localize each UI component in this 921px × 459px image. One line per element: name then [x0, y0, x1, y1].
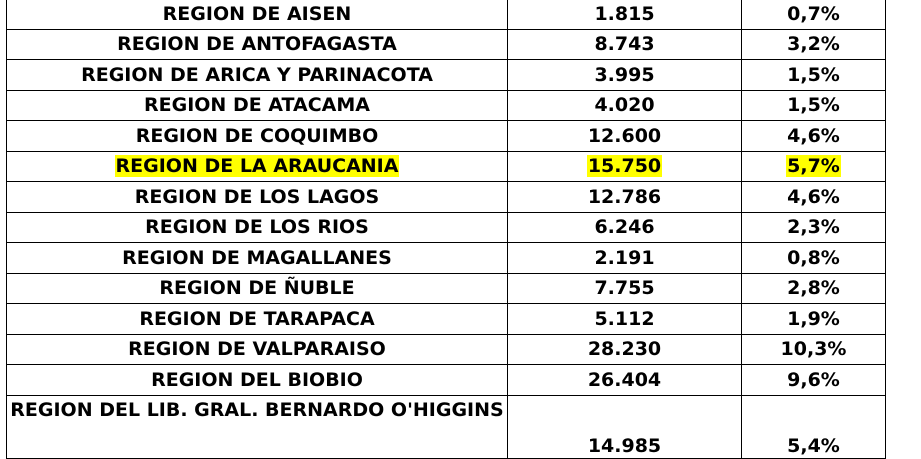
percent-cell[interactable] — [742, 29, 886, 60]
region-name-cell[interactable] — [7, 60, 508, 91]
value-cell[interactable] — [508, 182, 742, 213]
table-row — [7, 273, 886, 304]
table-row — [7, 121, 886, 152]
value: 8.743 — [594, 33, 655, 56]
value: 15.750 — [587, 155, 662, 178]
percent-cell[interactable] — [742, 151, 886, 182]
value: 4.020 — [594, 94, 655, 117]
region-name-cell[interactable] — [7, 243, 508, 274]
region-name-cell[interactable] — [7, 0, 508, 29]
value: 28.230 — [587, 338, 662, 361]
region-name-cell[interactable] — [7, 121, 508, 152]
region-name-cell[interactable] — [7, 273, 508, 304]
value-cell[interactable] — [508, 395, 742, 458]
percent-cell[interactable] — [742, 212, 886, 243]
region-name-cell[interactable] — [7, 334, 508, 365]
region-name-cell[interactable] — [7, 90, 508, 121]
region-name: REGION DE ATACAMA — [144, 94, 370, 117]
value-cell[interactable] — [508, 29, 742, 60]
percent: 9,6% — [787, 368, 840, 391]
table-row — [7, 304, 886, 335]
value-cell[interactable] — [508, 212, 742, 243]
percent: 5,4% — [787, 434, 840, 457]
region-name: REGION DE ANTOFAGASTA — [117, 33, 397, 56]
percent: 4,6% — [787, 124, 840, 147]
percent-cell[interactable] — [742, 182, 886, 213]
region-name: REGION DE TARAPACA — [139, 307, 375, 330]
percent: 3,2% — [787, 33, 840, 56]
table-row — [7, 90, 886, 121]
region-name: REGION DE AISEN — [162, 2, 352, 25]
value: 12.600 — [587, 124, 662, 147]
value-cell[interactable] — [508, 0, 742, 29]
region-name-cell[interactable] — [7, 29, 508, 60]
percent-cell[interactable] — [742, 365, 886, 396]
value-cell[interactable] — [508, 273, 742, 304]
value-cell[interactable] — [508, 151, 742, 182]
percent-cell[interactable] — [742, 60, 886, 91]
region-name-cell[interactable] — [7, 395, 508, 458]
value-cell[interactable] — [508, 365, 742, 396]
table-row — [7, 334, 886, 365]
percent: 0,7% — [787, 2, 840, 25]
table-row — [7, 29, 886, 60]
table-row — [7, 182, 886, 213]
value-cell[interactable] — [508, 243, 742, 274]
table-row — [7, 395, 886, 458]
percent-cell[interactable] — [742, 90, 886, 121]
region-name-cell[interactable] — [7, 365, 508, 396]
table-row — [7, 60, 886, 91]
value-cell[interactable] — [508, 304, 742, 335]
table-row — [7, 212, 886, 243]
region-name-cell[interactable] — [7, 182, 508, 213]
percent: 2,3% — [787, 216, 840, 239]
percent: 0,8% — [787, 246, 840, 269]
region-name: REGION DE LA ARAUCANIA — [115, 155, 399, 178]
region-name: REGION DE ARICA Y PARINACOTA — [81, 63, 433, 86]
value: 3.995 — [594, 63, 655, 86]
table-row — [7, 243, 886, 274]
region-name: REGION DE LOS LAGOS — [134, 185, 380, 208]
value-cell[interactable] — [508, 60, 742, 91]
value-cell[interactable] — [508, 90, 742, 121]
value-cell[interactable] — [508, 334, 742, 365]
region-name-cell[interactable] — [7, 151, 508, 182]
region-name: REGION DEL BIOBIO — [151, 368, 363, 391]
table-row — [7, 365, 886, 396]
value: 26.404 — [587, 368, 662, 391]
percent-cell[interactable] — [742, 243, 886, 274]
percent: 4,6% — [787, 185, 840, 208]
region-name: REGION DE COQUIMBO — [135, 124, 379, 147]
percent: 2,8% — [787, 277, 840, 300]
percent: 1,5% — [787, 94, 840, 117]
percent-cell[interactable] — [742, 304, 886, 335]
region-name-cell[interactable] — [7, 212, 508, 243]
value: 7.755 — [594, 277, 655, 300]
value: 1.815 — [594, 2, 655, 25]
table-row-highlighted — [7, 151, 886, 182]
region-name: REGION DE VALPARAISO — [128, 338, 386, 361]
percent: 1,5% — [787, 63, 840, 86]
value: 2.191 — [594, 246, 655, 269]
region-name: REGION DE LOS RIOS — [145, 216, 369, 239]
percent-cell[interactable] — [742, 0, 886, 29]
percent: 5,7% — [787, 155, 840, 178]
percent: 1,9% — [787, 307, 840, 330]
value: 6.246 — [594, 216, 655, 239]
region-name: REGION DE ÑUBLE — [159, 277, 355, 300]
table-row — [7, 0, 886, 29]
percent: 10,3% — [780, 338, 847, 361]
region-name: REGION DE MAGALLANES — [122, 246, 392, 269]
value: 5.112 — [594, 307, 655, 330]
value-cell[interactable] — [508, 121, 742, 152]
percent-cell[interactable] — [742, 121, 886, 152]
region-name-cell[interactable] — [7, 304, 508, 335]
region-table — [6, 0, 886, 459]
value: 12.786 — [587, 185, 662, 208]
percent-cell[interactable] — [742, 273, 886, 304]
region-name: REGION DEL LIB. GRAL. BERNARDO O'HIGGINS — [10, 398, 504, 421]
value: 14.985 — [587, 434, 662, 457]
percent-cell[interactable] — [742, 395, 886, 458]
percent-cell[interactable] — [742, 334, 886, 365]
